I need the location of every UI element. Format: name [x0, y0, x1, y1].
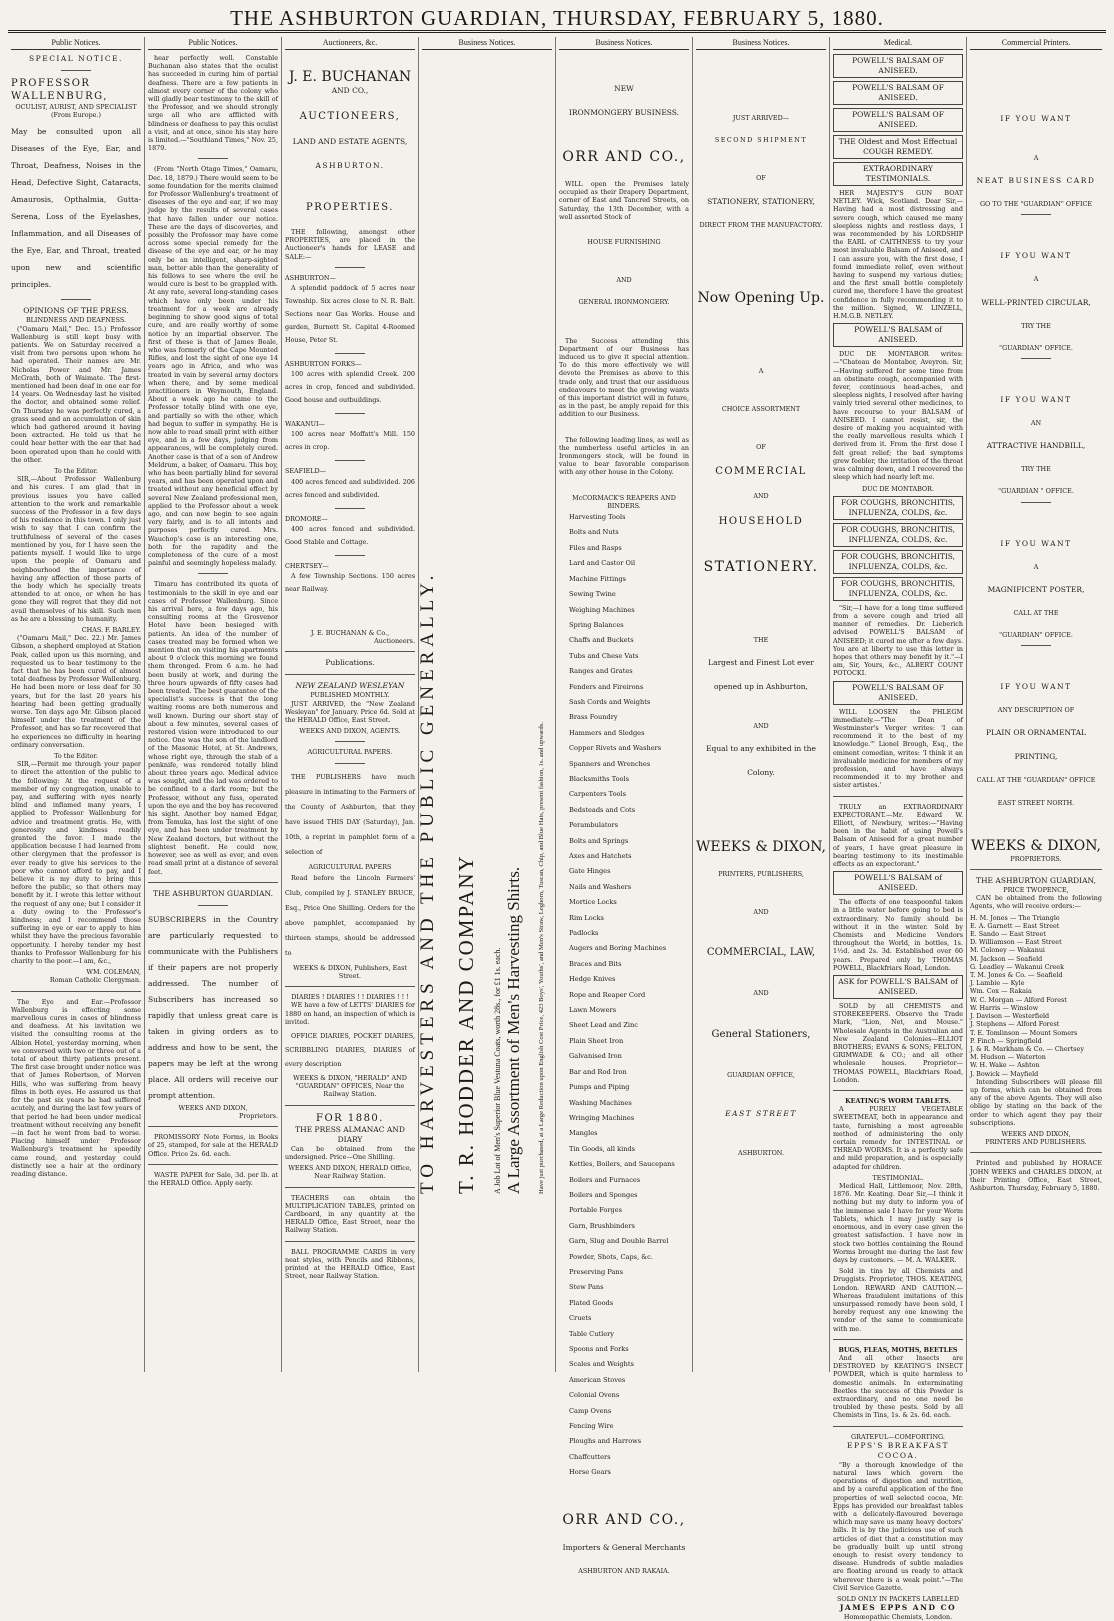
list-item: Rim Locks	[569, 913, 604, 922]
agent-row: M. Coloney — Wakanui	[970, 946, 1045, 955]
almanac-body: Can be obtained from the undersigned. Price—One Shilling.	[285, 1144, 415, 1161]
list-item: Spoons and Forks	[569, 1345, 629, 1354]
east-street-north: EAST STREET NORTH.	[997, 798, 1075, 807]
article-paragraph: (From "North Otago Times," Oamaru, Dec. 18, 1879.) There would seem to be some foundation for the merits claimed for Professor Wallenburg's treatment of diseases of the eye and ear, if we may judge by the results of several cases that have fallen under our notice. These are the days of discoveries, and possibly the Professor may have come across some special remedy for the disease of the eye and ear, or he may only be an intelligent, sharp-sighted man, better able than the generality of his fellows to see where the evil he would cure is best to be grappled with. At any rate, several long-standing cases which have only been under his treatment for a week are already beginning to show good signs of total cure, and are really worthy of some notice by an impartial observer. The first of these is that of James Beale, who was formerly of the Cape Mounted Rifles, and lost the sight of one eye 14 years ago in Africa, and who was treated in vain by several army doctors when there, and by some medical practitioners in Weymouth, England. About a week ago he came to the Professor totally blind with one eye, and partially so with the other, which had begun to suffer in sympathy. He is now able to read small print with either eye, and in a few days, judging from appearances, will be completely cured. Another case is that of a son of Andrew Meldrum, a baker, of Oamaru. This boy, who has been partially blind for several years, and has been operated upon and treated without any beneficial effect by several New Zealand professional men, applied to the Professor about a week ago, and can now begin to see again very fairly, and is to all intents and purposes perfectly cured. Mrs. Wauchop's case is an interesting one, both for the rapidity and the completeness of the cure of a most painful and seemingly hopeless malady.	[148, 165, 278, 568]
list-item: Machine Fittings	[569, 574, 626, 583]
consult-text: May be consulted upon all Diseases of the Eye, Ear, and Throat, Deafness, Noises in the Head, Defective Sight, Cataracts, Amaurosis, Opthalmia, Gutta-Serena, Loss of the Eyelashes, Inflammation, and all Diseases of the Eye, Ear, and Throat, treated upon new and scientific principles.	[11, 127, 141, 290]
choice-assortment: CHOICE ASSORTMENT	[721, 405, 801, 414]
stationery-heading: STATIONERY, STATIONERY,	[707, 196, 815, 206]
commercial-label: COMMERCIAL	[715, 466, 807, 478]
list-item: Powder, Shots, Caps, &c.	[569, 1252, 653, 1261]
list-item: Spring Balances	[569, 620, 624, 629]
article-label: AN	[1030, 419, 1042, 428]
powell-heading: POWELL'S BALSAM OF ANISEED.	[833, 681, 963, 705]
commercial-law: COMMERCIAL, LAW,	[706, 947, 816, 959]
district-heading: CHERTSEY—	[285, 561, 329, 570]
diaries-body: WE have a few of LETTS' DIARIES for 1880 on hand, an inspection of which is invited.	[285, 1001, 416, 1026]
ad-line-hats: Have just purchased, at a Large Reduction upon English Cost Price, 423 Boys', Youths', and Men's Straw, Leghorn, Tuscan, Chip, and Blue Hats, present fashion, 1s. and upwards.	[538, 722, 545, 1194]
agent-row: D. Williamson — East Street	[970, 938, 1062, 947]
now-opening: Now Opening Up.	[697, 289, 825, 306]
list-item: Gate Hinges	[569, 867, 611, 876]
masthead: THE ASHBURTON GUARDIAN, THURSDAY, FEBRUARY 5, 1880.	[8, 6, 1106, 33]
testimonial-text: TRULY an EXTRAORDINARY EXPECTORANT.—Mr. Edward W. Elliott, of Newbury, writes:—"Having been in the habit of using Powell's Balsam of Aniseed for a great number of years, I have great pleasure in bearing testimony to its inestimable effects as an expectorant."	[833, 802, 963, 868]
list-item: Braces and Bits	[569, 959, 622, 968]
guardian-office: GUARDIAN OFFICE,	[727, 1070, 795, 1079]
district-heading: SEAFIELD—	[285, 467, 327, 476]
list-item: Tin Goods, all kinds	[569, 1144, 636, 1153]
agents-list	[970, 914, 1102, 1078]
signature-title: Proprietors.	[239, 1111, 278, 1120]
professor-name: PROFESSOR WALLENBURG,	[11, 78, 108, 102]
article-label: A	[1033, 275, 1039, 284]
list-item: Bolts and Nuts	[569, 528, 619, 537]
article-label: A	[1033, 562, 1039, 571]
and-label: AND	[616, 276, 632, 285]
signature: WEEKS & DIXON, "HERALD" AND "GUARDIAN" OFFICES, Near the Railway Station.	[293, 1074, 407, 1099]
poster: MAGNIFICENT POSTER,	[987, 584, 1085, 594]
if-you-want: IF YOU WANT	[1000, 395, 1072, 405]
orr-name: ORR AND CO.,	[562, 149, 686, 165]
article-paragraph: ("Oamaru Mail," Dec. 22.) Mr. James Gibson, a shepherd employed at Station Peak, called upon us this morning, and requested us to bear testimony to the fact that he has been cured of almost total deafness by Professor Wallenburg. He had been more or less deaf for 30 years, but for the last 20 years his hearing had been getting gradually worse. Ten days ago Mr. Gibson placed himself under the treatment of the Professor, and has so far recovered that he experiences no difficulty in hearing ordinary conversation.	[11, 634, 141, 749]
article-paragraph: SIR,—About Professor Wallenburg and his cures. I am glad that in previous issues you have called attention to the work and remarkable success of the Professor in a few days of his residence in this town. I only just wish to say that I can confirm the truthfulness of several of the cases mentioned by you, for I have seen the patients myself. I would like to urge upon the people of Oamaru and neighbourhood the importance of having any affection of those parts of the body which he specially treats attended to at once, or when he has gone they will regret that they did not avail themselves of his skill. Such men as he are a blessing to humanity.	[11, 475, 141, 623]
signature: WEEKS AND DIXON,	[1001, 1129, 1071, 1138]
list-item: Perambulators	[569, 821, 619, 830]
signature: DUC DE MONTABOR.	[861, 484, 935, 493]
list-item: Chaffs and Buckets	[569, 636, 634, 645]
household-label: HOUSEHOLD	[718, 515, 804, 527]
agent-row: J. Davison — Westerfield	[970, 1012, 1050, 1021]
list-item: Lawn Mowers	[569, 1006, 617, 1015]
agent-row: Wm. Cox — Rakaia	[970, 987, 1032, 996]
column-5	[556, 37, 693, 1575]
list-item: Plated Goods	[569, 1298, 614, 1307]
new-label: NEW	[614, 84, 634, 93]
list-item: Garn, Brushbinders	[569, 1221, 635, 1230]
diaries-list: OFFICE DIARIES, POCKET DIARIES, SCRIBBLING DIARIES, DIARIES of every description	[285, 1032, 415, 1069]
signature: WEEKS AND DIXON,	[178, 1103, 248, 1112]
list-item: Sash Cords and Weights	[569, 697, 651, 706]
go-to-guardian: GO TO THE "GUARDIAN" OFFICE	[979, 200, 1093, 209]
auctioneers-title: AUCTIONEERS,	[299, 111, 401, 122]
agent-row: T. M. Jones & Co. — Seafield	[970, 971, 1063, 980]
column-1	[8, 37, 145, 1372]
category-heading: Business Notices.	[422, 37, 552, 50]
circular: WELL-PRINTED CIRCULAR,	[981, 297, 1091, 307]
opened-up: opened up in Ashburton,	[714, 681, 808, 691]
testimonial-heading: TESTIMONIAL.	[872, 1173, 924, 1182]
agent-row: J. Lambie — Kyle	[970, 979, 1025, 988]
properties-heading: PROPERTIES.	[306, 202, 394, 213]
any-description: ANY DESCRIPTION OF	[997, 706, 1075, 715]
ironmongery-heading: IRONMONGERY BUSINESS.	[568, 108, 680, 117]
powell-heading: POWELL'S BALSAM OF ANISEED.	[833, 81, 963, 105]
list-item: Fencing Wire	[569, 1422, 614, 1431]
professor-title: OCULIST, AURIST, AND SPECIALIST	[15, 103, 137, 111]
list-item: Stew Pans	[569, 1283, 604, 1292]
signature: WEEKS AND DIXON, AGENTS.	[299, 727, 401, 736]
signature: WEEKS AND DIXON, HERALD Office, Near Railway Station.	[288, 1164, 412, 1181]
list-item: Boilers and Sponges	[569, 1190, 638, 1199]
buchanan-co: AND CO.,	[331, 86, 369, 95]
cough-remedy: THE Oldest and Most Effectual COUGH REMEDY.	[833, 135, 963, 159]
district-heading: WAKANUI—	[285, 420, 325, 429]
ball-notice: BALL PROGRAMME CARDS in very neat styles, with Pencils and Ribbons, printed at the HERALD Office, East Street, near Railway Station.	[285, 1247, 415, 1281]
category-heading: Auctioneers, &c.	[285, 37, 415, 50]
if-you-want: IF YOU WANT	[1000, 538, 1072, 548]
agent-row: M. Jackson — Seafield	[970, 954, 1043, 963]
testimonials-heading: EXTRAORDINARY TESTIMONIALS.	[833, 162, 963, 186]
letter-heading: To the Editor.	[54, 467, 98, 476]
coughs-heading: FOR COUGHS, BRONCHITIS, INFLUENZA, COLDS, &c.	[833, 496, 963, 520]
list-item: Table Cutlery	[569, 1329, 614, 1338]
district-heading: ASHBURTON FORKS—	[285, 360, 362, 369]
diaries-heading: DIARIES ! DIARIES ! ! DIARIES ! ! !	[291, 993, 409, 1002]
list-item: Kettles, Boilers, and Saucepans	[569, 1160, 675, 1169]
agri-title: AGRICULTURAL PAPERS	[308, 862, 392, 871]
list-item: Galvanised Iron	[569, 1052, 622, 1061]
list-item: Portable Forges	[569, 1206, 623, 1215]
list-item: Washing Machines	[569, 1098, 632, 1107]
list-item: Harvesting Tools	[569, 513, 626, 522]
testimonial-text: WILL LOOSEN the PHLEGM immediately.—"The Dean of Westminster's Verger writes: 'I can recommend it to the best of my knowledge.'" Lionel Brough, Esq., the eminent comedian, writes: 'I think it an invaluable medicine for members of my profession, and have always recommended it to my brother and sister artistes.'	[833, 707, 963, 790]
equal-to-any: Equal to any exhibited in the	[706, 744, 816, 754]
list-item: Carpenters Tools	[569, 790, 626, 799]
powell-heading: POWELL'S BALSAM of ANISEED.	[833, 871, 963, 895]
testimonial-text: The effects of one teaspoonful taken in a little water before going to bed is extraordinary. No family should be without it in the winter. Sold by Chemists and Medicine Vendors throughout the World, in bottles, 1s. 1½d. and 2s. 3d. Established over 60 years. Prepared only by THOMAS POWELL, Blackfriars Road, London.	[833, 898, 963, 972]
orr-name-footer: ORR AND CO.,	[562, 1511, 686, 1528]
teachers-notice: TEACHERS can obtain the MULTIPLICATION TABLES, printed on Cardboard, in any quantity at the HERALD Office, East Street, near the Railway Station.	[285, 1193, 415, 1235]
success-text: The Success attending this Department of our Business has induced us to give it special attention. To do this more effectively we will devote the Premises as above to this trade only, and trust that our assiduous endeavours to meet the growing wants of this important district will in future, as in the past, be amply repaid for this addition to our Business.	[559, 336, 689, 419]
if-you-want: IF YOU WANT	[1000, 682, 1072, 692]
article-paragraph: ("Oamaru Mail," Dec. 15.) Professor Wallenburg is still kept busy with patients. We on Saturday received a visit from two persons upon whom he had operated. Their names are Mr. Nicholas Power and Mr. James McGrath, both of Waimate. The first-mentioned had been deaf in one ear for 14 years. On Wednesday last he visited the doctor, and obtained some relief. On Thursday he was perfectly cured, a grass seed and an accumulation of skin which had gathered around it having been extracted. He told us that he could hear better with the ear that had been operated upon than he could with the other.	[11, 324, 141, 464]
agent-row: M. Hudson — Waterton	[970, 1053, 1046, 1062]
list-item: Hammers and Sledges	[569, 728, 645, 737]
plain-ornamental: PLAIN OR ORNAMENTAL	[985, 728, 1086, 738]
list-item: Nails and Washers	[569, 882, 632, 891]
keating-text: A PURELY VEGETABLE SWEETMEAT, both in appearance and taste, furnishing a most agreeable method of administering the only certain remedy for INTESTINAL or THREAD WORMS. It is a perfectly safe and mild preparation, and is especially adapted for children.	[833, 1105, 963, 1171]
subscribers-notice: SUBSCRIBERS in the Country are particularly requested to communicate with the Publishers if their papers are not properly addressed. The number of Subscribers has increased so rapidly that unless great care is taken in giving orders as to address and how to be sent, the papers may be left at the wrong place. All orders will receive our prompt attention.	[148, 914, 278, 1100]
list-item: Mangles	[569, 1129, 598, 1138]
column-7	[830, 37, 967, 1621]
epps-text: "By a thorough knowledge of the natural laws which govern the operations of digestion and nutrition, and by a careful application of the fine properties of well selected cocoa, Mr. Epps has provided our breakfast tables with a delicately-flavoured beverage which may save us many heavy doctors' bills. It is by the judicious use of such articles of diet that a constitution may be gradually built up until strong enough to resist every tendency to disease. Hundreds of subtle maladies are floating around us ready to attack wherever there is a weak point."—The Civil Service Gazette.	[833, 1460, 963, 1592]
ironmongery-list	[559, 510, 689, 1481]
agent-row: W. Harris — Winslow	[970, 1003, 1039, 1012]
district-properties: 400 acres fenced and subdivided. Good Stable and Cottage.	[285, 524, 415, 546]
of-label: OF	[756, 443, 766, 452]
list-item: Plain Sheet Iron	[569, 1036, 624, 1045]
agent-row: J. Bowick — Mayfield	[970, 1069, 1039, 1078]
list-item: Wringing Machines	[569, 1113, 635, 1122]
powell-heading: POWELL'S BALSAM OF ANISEED.	[833, 54, 963, 78]
category-heading: Commercial Printers.	[970, 37, 1102, 50]
list-item: Blacksmiths Tools	[569, 774, 630, 783]
category-heading: Business Notices.	[696, 37, 826, 50]
agent-row: E. A. Garnett — East Street	[970, 921, 1060, 930]
largest-lot: Largest and Finest Lot ever	[708, 657, 814, 667]
general-ironmongery: GENERAL IRONMONGERY.	[578, 298, 670, 307]
and-label: AND	[753, 989, 769, 998]
wesleyan-title: NEW ZEALAND WESLEYAN	[295, 681, 405, 691]
if-you-want: IF YOU WANT	[1000, 251, 1072, 261]
agent-row: E. Sando — East Street	[970, 930, 1046, 939]
powell-heading: POWELL'S BALSAM OF ANISEED.	[833, 108, 963, 132]
promissory-notice: PROMISSORY Note Forms, in Books of 25, stamped, for sale at the HERALD Office. Price 2s. 6d. each.	[148, 1133, 278, 1158]
list-item: Cruets	[569, 1314, 592, 1323]
list-item: Preserving Pans	[569, 1267, 624, 1276]
house-furnishing: HOUSE FURNISHING	[587, 238, 661, 247]
district-properties: 100 acres with splendid Creek. 200 acres in crop, fenced and subdivided. Good house and outbuildings.	[285, 370, 415, 405]
professor-from: (From Europe.)	[50, 111, 101, 120]
agri-heading: AGRICULTURAL PAPERS.	[307, 748, 393, 757]
signature-title: Auctioneers.	[374, 637, 415, 646]
insects-heading: BUGS, FLEAS, MOTHS, BEETLES	[838, 1345, 958, 1354]
just-arrived: JUST ARRIVED—	[732, 114, 790, 122]
guardian-heading: THE ASHBURTON GUARDIAN,	[976, 876, 1096, 886]
orr-importers: Importers & General Merchants	[562, 1542, 686, 1552]
ashburton-label: ASHBURTON.	[737, 1148, 785, 1157]
category-heading: Medical.	[833, 37, 963, 50]
wesleyan-body: JUST ARRIVED, the "New Zealand Wesleyan" for January. Price 6d. Sold at the HERALD Office, East Street.	[285, 699, 415, 725]
column-4	[419, 37, 556, 1372]
insect-powder-text: And all other Insects are DESTROYED by KEATING'S INSECT POWDER, which is quite harmless to domestic animals. In exterminating Beetles the success of this Powder is extraordinary, and no one need be troubled by these pests. Sold by all Chemists in Tins, 1s. & 2s. 6d. each.	[833, 1353, 963, 1420]
of-label: OF	[756, 174, 766, 183]
price-label: PRICE TWOPENCE,	[1003, 886, 1069, 895]
land-agents: LAND AND ESTATE AGENTS,	[292, 137, 408, 146]
list-item: Bolts and Springs	[569, 836, 629, 845]
properties-intro: THE following, amongst other PROPERTIES, are placed in the Auctioneer's hands for LEASE and SALE:—	[285, 228, 415, 261]
category-heading: Public Notices.	[148, 37, 278, 50]
list-item: Bar and Rod Iron	[569, 1067, 627, 1076]
guardian-notice-heading: THE ASHBURTON GUARDIAN.	[153, 888, 273, 898]
the-label: THE	[753, 635, 769, 644]
coughs-heading: FOR COUGHS, BRONCHITIS, INFLUENZA, COLDS, &c.	[833, 523, 963, 547]
list-item: Horse Gears	[569, 1468, 611, 1477]
list-item: Mortice Locks	[569, 898, 617, 907]
agents-intro: CAN be obtained from the following Agents, who will receive orders:—	[970, 894, 1102, 911]
list-item: Weighing Machines	[569, 605, 635, 614]
if-you-want: IF YOU WANT	[1000, 114, 1072, 123]
category-heading: Business Notices.	[559, 37, 689, 50]
district-heading: ASHBURTON—	[285, 273, 336, 282]
agent-row: J. Stephens — Alford Forest	[970, 1020, 1060, 1029]
and-label: AND	[753, 492, 769, 501]
guardian-office-label: "GUARDIAN" OFFICE.	[999, 631, 1073, 640]
coughs-heading: FOR COUGHS, BRONCHITIS, INFLUENZA, COLDS, &c.	[833, 550, 963, 574]
article-paragraph: Timaru has contributed its quota of testimonials to the skill in eye and ear cases of Professor Wallenburg. Since his arrival here, a few days ago, his consulting rooms at the Grosvenor Hotel have been besieged with patients. An idea of the number of cases treated may be formed when we mention that on visiting his apartments about 9 o'clock this morning we found them thronged. From 6 a.m. he had been busily at work, and during the three hours upwards of fifty cases had been treated. The best guarantee of the specialist's success is that the long waiting rooms are both numerous and well known. During our short stay of about a few minutes, several cases of restored vision were introduced to our notice. One was the son of the landlord of the Masonic Hotel, at St. Andrews, whose right eye, through the stab of a penknife, was rendered totally blind about three years ago. Medical advice was sought, and the lad was ordered to be confined to a dark room; but the Professor, without any fuss, operated upon the eye and the boy has recovered his sight. Another boy named Edgar, from Temuka, has lost the sight of one eye, and has been under treatment by New Zealand doctors, but without the slightest benefit. He could now, however, see as well as ever, and even read small print at a distance of several feet.	[148, 580, 278, 876]
list-item: Hedge Knives	[569, 975, 616, 984]
column-6	[693, 37, 830, 1372]
almanac-title: THE PRESS ALMANAC AND DIARY	[295, 1124, 405, 1144]
call-at-guardian: CALL AT THE "GUARDIAN" OFFICE	[976, 776, 1096, 785]
weeks-dixon: WEEKS & DIXON,	[696, 839, 826, 856]
leading-lines-text: The following leading lines, as well as the numberless useful articles in an Ironmongers stock, will be found in value to bear favorable comparison with any other house in the Colony.	[559, 435, 689, 477]
keating-testimonial: Medical Hall, Littlemoor, Nov. 28th, 1876. Mr. Keating. Dear Sir,—I think it nothing but my duty to inform you of the immense sale I have for your Worm Tablets, which I may justly say is enormous, and in every case given the greatest satisfaction. I have now in stock two bottles containing the Round Worms brought me during the last few days by customers. — M. A. WALKER.	[833, 1182, 963, 1264]
wesleyan-subtitle: PUBLISHED MONTHLY.	[310, 691, 390, 700]
grateful-heading: GRATEFUL—COMFORTING.	[851, 1432, 945, 1441]
blindness-heading: BLINDNESS AND DEAFNESS.	[25, 316, 126, 325]
try-the: TRY THE	[1021, 465, 1051, 474]
general-stationers: General Stationers,	[711, 1028, 811, 1040]
mccormick-heading: McCORMACK'S REAPERS AND BINDERS.	[572, 493, 676, 510]
column-8	[967, 37, 1105, 1372]
list-item: Sheet Lead and Zinc	[569, 1021, 638, 1030]
east-street: EAST STREET	[725, 1108, 797, 1118]
district-heading: DROMORE—	[285, 514, 328, 523]
list-item: American Stoves	[569, 1375, 626, 1384]
signature-title: Roman Catholic Clergyman.	[49, 976, 141, 985]
testimonial-text: DUC DE MONTABOR writes:—"Chateau de Montabor, Aveyron. Sir,—Having suffered for some time from an obstinate cough, accompanied with fever, continuous head-aches, and sleepless nights, I resolved after having vainly tried several other medicines, to have recourse to your BALSAM of ANISEED. I cannot resist, sir, the desire of making you acquainted with the really marvellous results which I derived from it. From the first dose I felt great relief; the bad symptoms grew feebler, the irritation of the throat was calming down, and I recovered the sleep which had nearly left me.	[833, 350, 963, 482]
powell-heading: POWELL'S BALSAM of ANISEED.	[833, 323, 963, 347]
and-label: AND	[753, 721, 769, 730]
waste-paper-notice: WASTE PAPER for Sale, 3d. per lb. at the HERALD Office. Apply early.	[148, 1170, 278, 1187]
list-item: Boilers and Furnaces	[569, 1175, 641, 1184]
agent-row: W. C. Morgan — Alford Forest	[970, 995, 1067, 1004]
town-name: ASHBURTON.	[315, 161, 385, 170]
article-label: A	[1033, 154, 1039, 162]
guardian-office-label: "GUARDIAN " OFFICE.	[998, 487, 1074, 496]
epps-heading: EPPS'S BREAKFAST COCOA.	[846, 1440, 950, 1460]
list-item: Files and Rasps	[569, 543, 622, 552]
category-heading: Public Notices.	[11, 37, 141, 50]
business-card: NEAT BUSINESS CARD	[976, 176, 1096, 186]
district-properties: 100 acres near Moffatt's Mill. 150 acres in crop.	[285, 430, 415, 452]
keating-heading: KEATING'S WORM TABLETS.	[845, 1097, 951, 1106]
article-paragraph: The Eye and Ear.—Professor Wallenburg is effecting some marvellous cures in cases of blindness and deafness. At his invitation we visited the consulting rooms at the Albion Hotel, yesterday morning, when we conversed with two or three out of a total of about thirty patients present. The first case brought under notice was that of James Robertson, of Morven Hills, who was suffering from heavy films in both eyes. He assured us that for the past six years he had suffered acutely, and during the last few years of that period he had been under medical treatment without receiving any benefit—in fact he went from bad to worse. Placing himself under Professor Wallenburg's treatment he speedily came round, and yesterday could distinctly see a hair at the ordinary reading distance.	[11, 997, 141, 1178]
coughs-heading: FOR COUGHS, BRONCHITIS, INFLUENZA, COLDS, &c.	[833, 577, 963, 601]
letter-heading: To the Editor.	[54, 751, 98, 760]
agent-row: G. Leadley — Wakanui Creek	[970, 962, 1064, 971]
list-item: Spanners and Wrenches	[569, 759, 651, 768]
list-item: Pumps and Piping	[569, 1083, 630, 1092]
ad-line-job-lot: A Job Lot of Men's Superior Blue Vestuna Coats, worth 28s., for £1 1s. each.	[493, 947, 502, 1194]
column-2	[145, 37, 282, 1372]
list-item: Copper Rivets and Washers	[569, 744, 662, 753]
and-label: AND	[753, 908, 769, 917]
ask-for-powell: ASK for POWELL'S BALSAM of ANISEED.	[833, 975, 963, 999]
list-item: Padlocks	[569, 929, 599, 938]
opinions-heading: OPINIONS OF THE PRESS.	[23, 306, 129, 316]
signature: WEEKS & DIXON, Publishers, East Street.	[293, 963, 407, 981]
list-item: Bedsteads and Cots	[569, 805, 636, 814]
guardian-office-label: "GUARDIAN" OFFICE.	[999, 343, 1073, 352]
colony-label: Colony.	[747, 768, 775, 778]
proprietors-label: PROPRIETORS.	[1010, 854, 1062, 863]
buchanan-name: J. E. BUCHANAN	[288, 69, 412, 85]
testimonial-text: HER MAJESTY'S GUN BOAT NETLEY. Wick, Scotland. Dear Sir,—Having had a most distressing and severe cough, which caused me many sleepless nights and restless days, I was recommended by his LORDSHIP the EARL of CAITHNESS to try your most invaluable Balsam of Aniseed, and I can assure you, with the first dose, I found immediate relief, even without having to suspend my various duties; and the first small bottle completely cured me, therefore I have the greatest confidence in fully recommending it to the million. Signed, W. LINZELL, H.M.G.B. NETLEY.	[833, 189, 963, 321]
list-item: Augers and Boring Machines	[569, 944, 667, 953]
list-item: Ploughs and Harrows	[569, 1437, 642, 1446]
list-item: Garn, Slug and Double Barrel	[569, 1237, 669, 1246]
homeopathic-chemists: Homœopathic Chemists, London.	[843, 1613, 953, 1621]
columns	[8, 37, 1106, 1621]
direct-manufactory: DIRECT FROM THE MANUFACTORY.	[699, 220, 823, 229]
intending-subscribers: Intending Subscribers will please fill up forms, which can be obtained from any of the above Agents. They will also oblige by stating on the back of the order to which agent they pay their subscriptions.	[970, 1077, 1102, 1127]
district-properties: A splendid paddock of 5 acres near Township. Six acres close to N. R. Balt. Sections near Gas Works. House and garden, Burnett St. Capital 4-Roomed House, Peter St.	[285, 284, 415, 345]
sold-only: SOLD ONLY IN PACKETS LABELLED	[837, 1595, 959, 1604]
agent-row: T. E. Tomlinson — Mount Somers	[970, 1028, 1078, 1037]
handbill: ATTRACTIVE HANDBILL,	[986, 441, 1086, 451]
list-item: Brass Foundry	[569, 713, 618, 722]
agent-row: J. & R. Markham & Co. — Chertsey	[970, 1044, 1084, 1053]
orr-will-open: WILL open the Premises lately occupied as their Drapery Department, corner of East and Tancred Streets, on Saturday, the 13th December, with a well assorted Stock of	[559, 180, 689, 221]
list-item: Camp Ovens	[569, 1406, 612, 1415]
testimonial-text: SOLD by all CHEMISTS and STOREKEEPERS. Observe the Trade Mark, "Lion, Net, and Mouse." Wholesale Agents in the Australian and New Zealand Colonies—ELLIOT BROTHERS; EVANS & SONS; FELTON, GRIMWADE & CO.; and all other wholesale houses. Proprietor—THOMAS POWELL, Blackfriars Road, London.	[833, 1002, 963, 1084]
printing-label: PRINTING,	[1014, 752, 1058, 762]
orr-towns: ASHBURTON AND RAKAIA.	[578, 1566, 670, 1575]
list-item: Rope and Reaper Cord	[569, 990, 646, 999]
district-properties: A few Township Sections. 150 acres near Railway.	[285, 572, 415, 594]
list-item: Sewing Twine	[569, 590, 616, 599]
agri-details: Read before the Lincoln Farmers' Club, compiled by J. STANLEY BRUCE, Esq., Price One Shilling. Orders for the above pamphlet, accompanied by thirteen stamps, should be addressed to	[285, 873, 415, 957]
agent-row: H. M. Jones — The Triangle	[970, 913, 1060, 922]
list-item: Ranges and Grates	[569, 667, 633, 676]
list-item: Colonial Ovens	[569, 1391, 620, 1400]
agent-row: W. H. Wake — Ashton	[970, 1061, 1040, 1070]
stationery-big: STATIONERY.	[703, 558, 819, 575]
list-item: Tubs and Chese Vats	[569, 651, 639, 660]
special-notice: SPECIAL NOTICE.	[29, 54, 123, 63]
ad-line-shirts: A Large Assortment of Men's Harvesting Shirts.	[504, 866, 523, 1194]
printers-publishers: PRINTERS, PUBLISHERS,	[718, 870, 804, 879]
testimonial-text: "Sir,—I have for a long time suffered from a severe cough and tried all manner of remedies. Dr. Lieberich advised POWELL'S BALSAM of ANISEED; it cured me after a few days. You are at liberty to use this letter in hopes that others may benefit by it."—I am, Sir, Yours, &c., ALBERT COUNT POTOCKI.	[833, 603, 963, 678]
signature: J. E. BUCHANAN & Co.,	[310, 629, 390, 638]
list-item: Lard and Castor Oil	[569, 559, 636, 568]
signature: CHAS. F. BARLEY.	[81, 625, 141, 634]
james-epps: JAMES EPPS AND CO	[839, 1603, 957, 1613]
for-1880: FOR 1880.	[316, 1112, 384, 1124]
keating-caution: Sold in tins by all Chemists and Druggists. Proprietor, THOS. KEATING, London. REWARD AND CAUTION.—Whereas fraudulent imitations of this unsurpassed remedy have been sold, I hereby request any one knowing the vendor of the same to communicate with me.	[833, 1267, 963, 1333]
article-paragraph: hear perfectly well. Constable Buchanan also states that the oculist has succeeded in curing him of partial deafness. There are a few patients in almost every corner of the colony who will gladly bear testimony to the skill of the Professor, and we should strongly urge all who are afflicted with blindness or deafness to pay this oculist a visit, and at once, since his stay here is limited.—"Southland Times," Nov. 25, 1879.	[148, 54, 278, 153]
article-paragraph: SIR,—Permit me through your paper to direct the attention of the public to the following: At the request of a member of my congregation, unable to pay, and suffering with eyes nearly blind and inflamed many years, I applied to Professor Wallenburg for advice and treatment gratis. He, with generosity and kindness readily granted the favor. I made the application because I had learned from other clergymen that the professor is ever ready to give his services to the poor who cannot afford to pay, and I believe it is my duty to bring this before the public, so that others may benefit by it. I wrote this letter without the request of any one; but I consider it a duty owing to the Professor's kindness; and I recommend those suffering in eye or ear to apply to him whilst they have the precious favorable opportunity. I hereby tender my best thanks to Professor Wallenburg for his charity to the poor.—I am, &c.,	[11, 760, 141, 966]
second-shipment: SECOND SHIPMENT	[714, 136, 808, 145]
signature: WM. COLEMAN,	[86, 968, 141, 977]
weeks-dixon: WEEKS & DIXON,	[971, 837, 1101, 854]
agri-body: THE PUBLISHERS have much pleasure in intimating to the Farmers of the County of Ashburton, that they have issued THIS DAY (Saturday), Jan. 10th, a reprint in pamphlet form of a selection of	[285, 772, 415, 856]
publications-heading: Publications.	[325, 658, 375, 668]
a-label: A	[758, 366, 764, 375]
list-item: Axes and Hatchets	[569, 852, 632, 861]
try-the: TRY THE	[1021, 321, 1051, 330]
call-at-the: CALL AT THE	[1013, 608, 1059, 617]
signature-title: PRINTERS AND PUBLISHERS.	[985, 1138, 1087, 1147]
imprint: Printed and published by HORACE JOHN WEEKS and CHARLES DIXON, at their Printing Office, East Street, Ashburton. Thursday, February 5, 1880.	[970, 1159, 1102, 1192]
agent-row: P. Finch — Springfield	[970, 1036, 1042, 1045]
hodder-ad	[417, 54, 552, 1204]
list-item: Scales and Weights	[569, 1360, 634, 1369]
ad-line-hodder: T. R. HODDER AND COMPANY	[454, 854, 478, 1194]
district-properties: 400 acres fenced and subdivided. 206 acres fenced and subdivided.	[285, 477, 415, 499]
list-item: Fenders and Fireirons	[569, 682, 644, 691]
ad-line-harvesters: TO HARVESTERS AND THE PUBLIC GENERALLY.	[417, 570, 438, 1194]
list-item: Chaffcutters	[569, 1452, 611, 1461]
column-3	[282, 37, 419, 1372]
